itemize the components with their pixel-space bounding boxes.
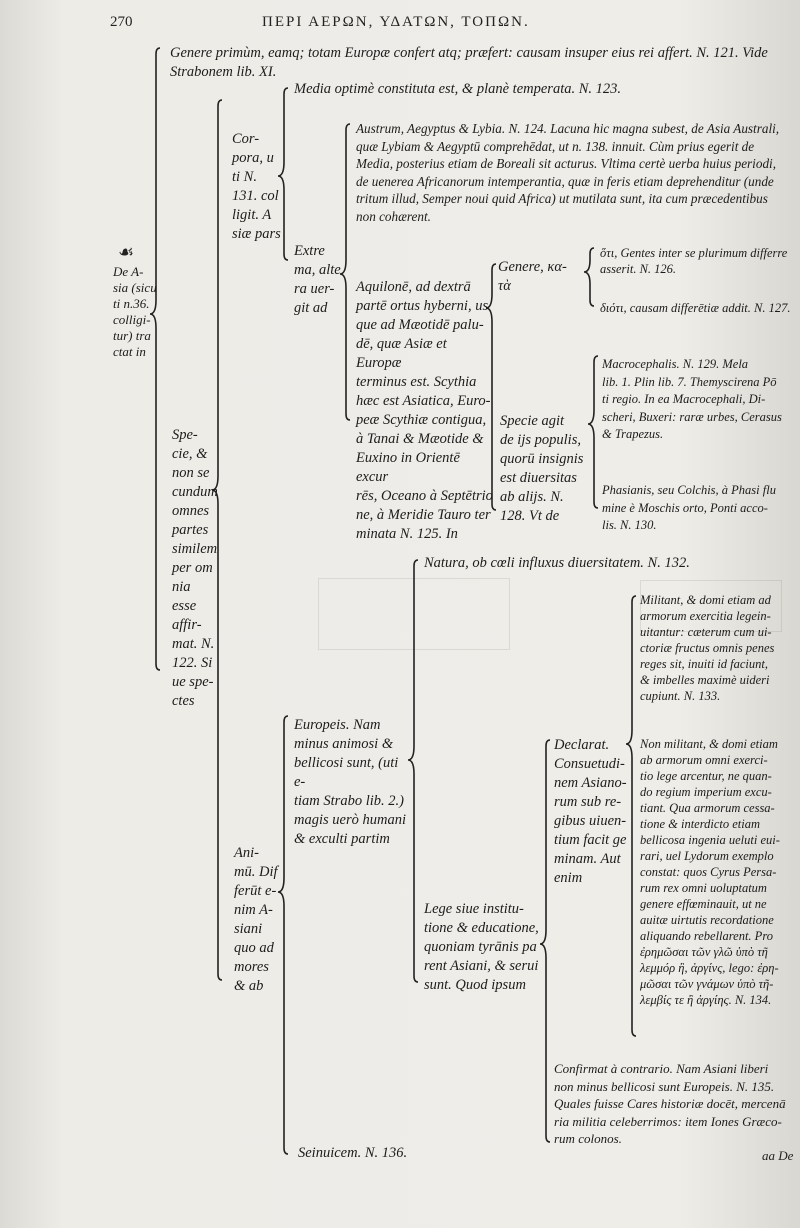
genere-dioti-entry: διότι, causam differētiæ addit. N. 127. [600,301,791,315]
page-number: 270 [110,14,133,30]
specie-agit-entry: Specie agit de ijs populis, quorū insignis est diuersitas ab alijs. N. 128. Vt de [500,413,584,524]
signature-mark: aa De [762,1148,794,1163]
genere-label: Genere, κα- τὰ [498,259,567,294]
media-entry: Media optimè constituta est, & planè temperata. N. 123. [294,81,622,97]
declarat-entry: Declarat. Consuetudi- nem Asiano- rum sub re- gibus uiuen- tium facit ge minam. Aut enim [554,737,627,886]
extrema-entry: Extre ma, alte ra uer- git ad [294,243,341,316]
intro-stub-text: De A- sia (sicu ti n.36. colligi- tur) tra ctat in [113,264,157,359]
europeis-entry: Europeis. Nam minus animosi & bellicosi sunt, (uti e- tiam Strabo lib. 2.) magis uerò humani & exculti partim [294,717,406,847]
austrum-entry: Austrum, Aegyptus & Lybia. N. 124. Lacuna hic magna subest, de Asia Australi, quæ Lybiam & Aegyptū comprehēdat, ut n. 138. innuit. Cùm prius egerit de Media, posterius etiam de Boreali sit acturus. Vltima certè uerba huius periodi, de uenerea Africanorum intemperantia, quæ in feris etiam deprehenditur (unde tritum illud, Semper noui quid Africa) ut mutilata sunt, ita cum præcedentibus non cohærent. [356,121,780,224]
non-militant-entry: Non militant, & domi etiam ab armorum omni exerci- tio lege arcentur, ne quan- do regium imperium excu- tiant. Qua armorum cessa- tione & interdicto etiam bellicosa ingenia ueluti eui- rari, uel Lydorum exemplo constat: quos Cyrus Persa- rum rex omni uoluptatum genere effœminauit, ut ne auitæ uirtutis recordatione aliquando rebellarent. Pro ἐρημῶσαι τῶν γλῶ ὑπὸ τῆ λεμμόρ ἢ, ἀργίνς, lego: ἐρη- μῶσαι τῶν γνάμων ὑπὸ τῆ- λεμβίς τε ἢ ἀργίης. N. 134. [640,737,780,1007]
animu-entry: Ani- mū. Dif ferūt e- nim A- siani quo ad mores & ab [234,845,278,994]
confirmat-entry: Confirmat à contrario. Nam Asiani liberi non minus bellicosi sunt Europeis. N. 135. Quales fuisse Cares historiæ docēt, mercenā ria militia celeberrimos: item Iones Græco- rum colonos. [554,1061,786,1146]
macrocephalis-entry: Macrocephalis. N. 129. Mela lib. 1. Plin lib. 7. Themyscirena Pō ti regio. In ea Macrocephali, Di- scheri, Buxeri: raræ urbes, Cerasus & Trapezus. [602,357,782,441]
militant-entry: Militant, & domi etiam ad armorum exercitia legein- uitantur: cæterum cum ui- ctoriæ fructus omnis penes reges sit, inuiti id faciunt, & imbelles maximè uideri cupiunt. N. 133. [640,593,775,703]
genere-primum-entry: Genere primùm, eamq; totam Europæ confert atq; præfert: causam insuper eius rei affert. N. 121. Vide Strabonem lib. XI. [170,45,768,80]
genere-oti-entry: ὅτι, Gentes inter se plurimum differre asserit. N. 126. [600,246,788,276]
running-title: ΠΕΡΙ ΑΕΡΩΝ, ΥΔΑΤΩΝ, ΤΟΠΩΝ. [262,14,530,30]
lege-entry: Lege siue institu- tione & educatione, quoniam tyrānis pa rent Asiani, & serui sunt. Quod ipsum [424,901,539,993]
phasianis-entry: Phasianis, seu Colchis, à Phasi flu mine è Moschis orto, Ponti acco- lis. N. 130. [602,483,776,532]
hand-mark: ☙ [118,242,135,262]
specie-entry: Spe- cie, & non se cundum omnes partes similem per om nia esse affir- mat. N. 122. Si ue spe- ctes [172,427,218,709]
seinuicem-entry: Seinuicem. N. 136. [298,1145,408,1161]
corpora-entry: Cor- pora, u ti N. 131. col ligit. A siæ pars [232,131,281,242]
aquilone-entry: Aquilonē, ad dextrā partē ortus hyberni, us que ad Mæotidē palu- dē, quæ Asiæ et Europæ terminus est. Scythia hæc est Asiatica, Euro- peæ Scythiæ contigua, à Tanai & Mæotide & Euxino in Orientē excur rēs, Oceano à Septētrio ne, à Meridie Tauro ter minata N. 125. In [356,279,493,542]
natura-entry: Natura, ob cœli influxus diuersitatem. N. 132. [424,555,690,571]
